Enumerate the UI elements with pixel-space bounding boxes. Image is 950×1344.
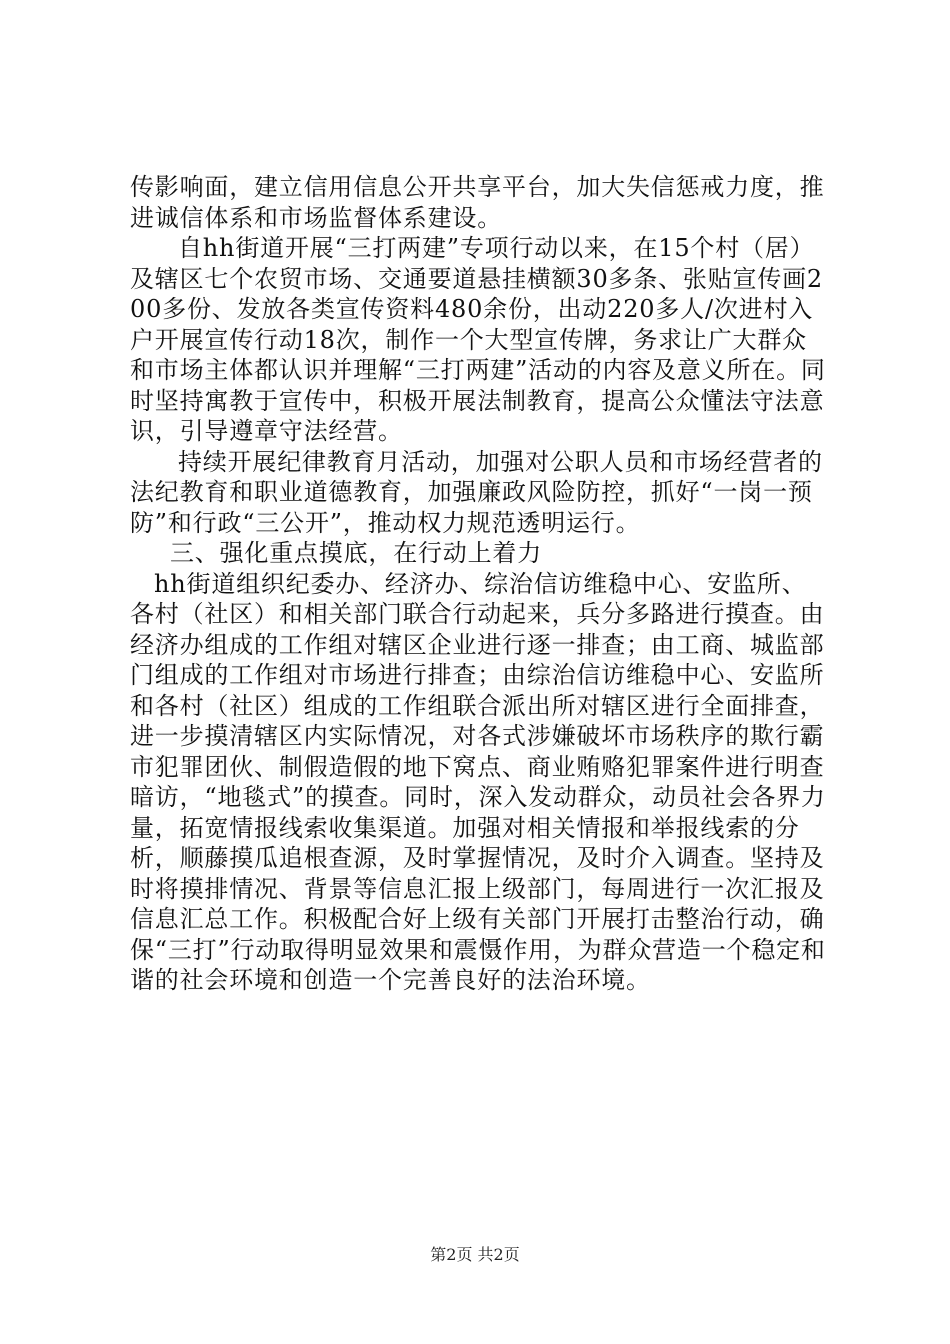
section-heading: 三、强化重点摸底，在行动上着力: [170, 539, 542, 567]
paragraph-4: hh街道组织纪委办、经济办、综治信访维稳中心、安监所、各村（社区）和相关部门联合行动起来，兵分多路进行摸查。由经济办组成的工作组对辖区企业进行逐一排查；由工商、城监部门组成的工作组对市场进行排查；由综治信访维稳中心、安监所和各村（社区）组成的工作组联合派出所对辖区进行全面排查，进一步摸清辖区内实际情况，对各式涉嫌破坏市场秩序的欺行霸市犯罪团伙、制假造假的地下窝点、商业贿赂犯罪案件进行明查暗访，“地毯式”的摸查。同时，深入发动群众，动员社会各界力量，拓宽情报线索收集渠道。加强对相关情报和举报线索的分析，顺藤摸瓜追根查源，及时掌握情况，及时介入调查。坚持及时将摸排情况、背景等信息汇报上级部门，每周进行一次汇报及信息汇总工作。积极配合好上级有关部门开展打击整治行动，确保“三打”行动取得明显效果和震慑作用，为群众营造一个稳定和谐的社会环境和创造一个完善良好的法治环境。: [130, 569, 826, 994]
paragraph-1: 传影响面，建立信用信息公开共享平台，加大失信惩戒力度，推进诚信体系和市场监督体系建设。: [130, 173, 825, 232]
document-body: [130, 172, 830, 996]
paragraph-3: 持续开展纪律教育月活动，加强对公职人员和市场经营者的法纪教育和职业道德教育，加强廉政风险防控，抓好“一岗一预防”和行政“三公开”，推动权力规范透明运行。: [130, 447, 823, 537]
paragraph-2: 自hh街道开展“三打两建”专项行动以来，在15个村（居）及辖区七个农贸市场、交通要道悬挂横额30多条、张贴宣传画200多份、发放各类宣传资料480余份，出动220多人/次进村入户开展宣传行动18次，制作一个大型宣传牌，务求让广大群众和市场主体都认识并理解“三打两建”活动的内容及意义所在。同时坚持寓教于宣传中，积极开展法制教育，提高公众懂法守法意识，引导遵章守法经营。: [130, 234, 826, 445]
page-footer: 第2页 共2页: [430, 1245, 520, 1264]
